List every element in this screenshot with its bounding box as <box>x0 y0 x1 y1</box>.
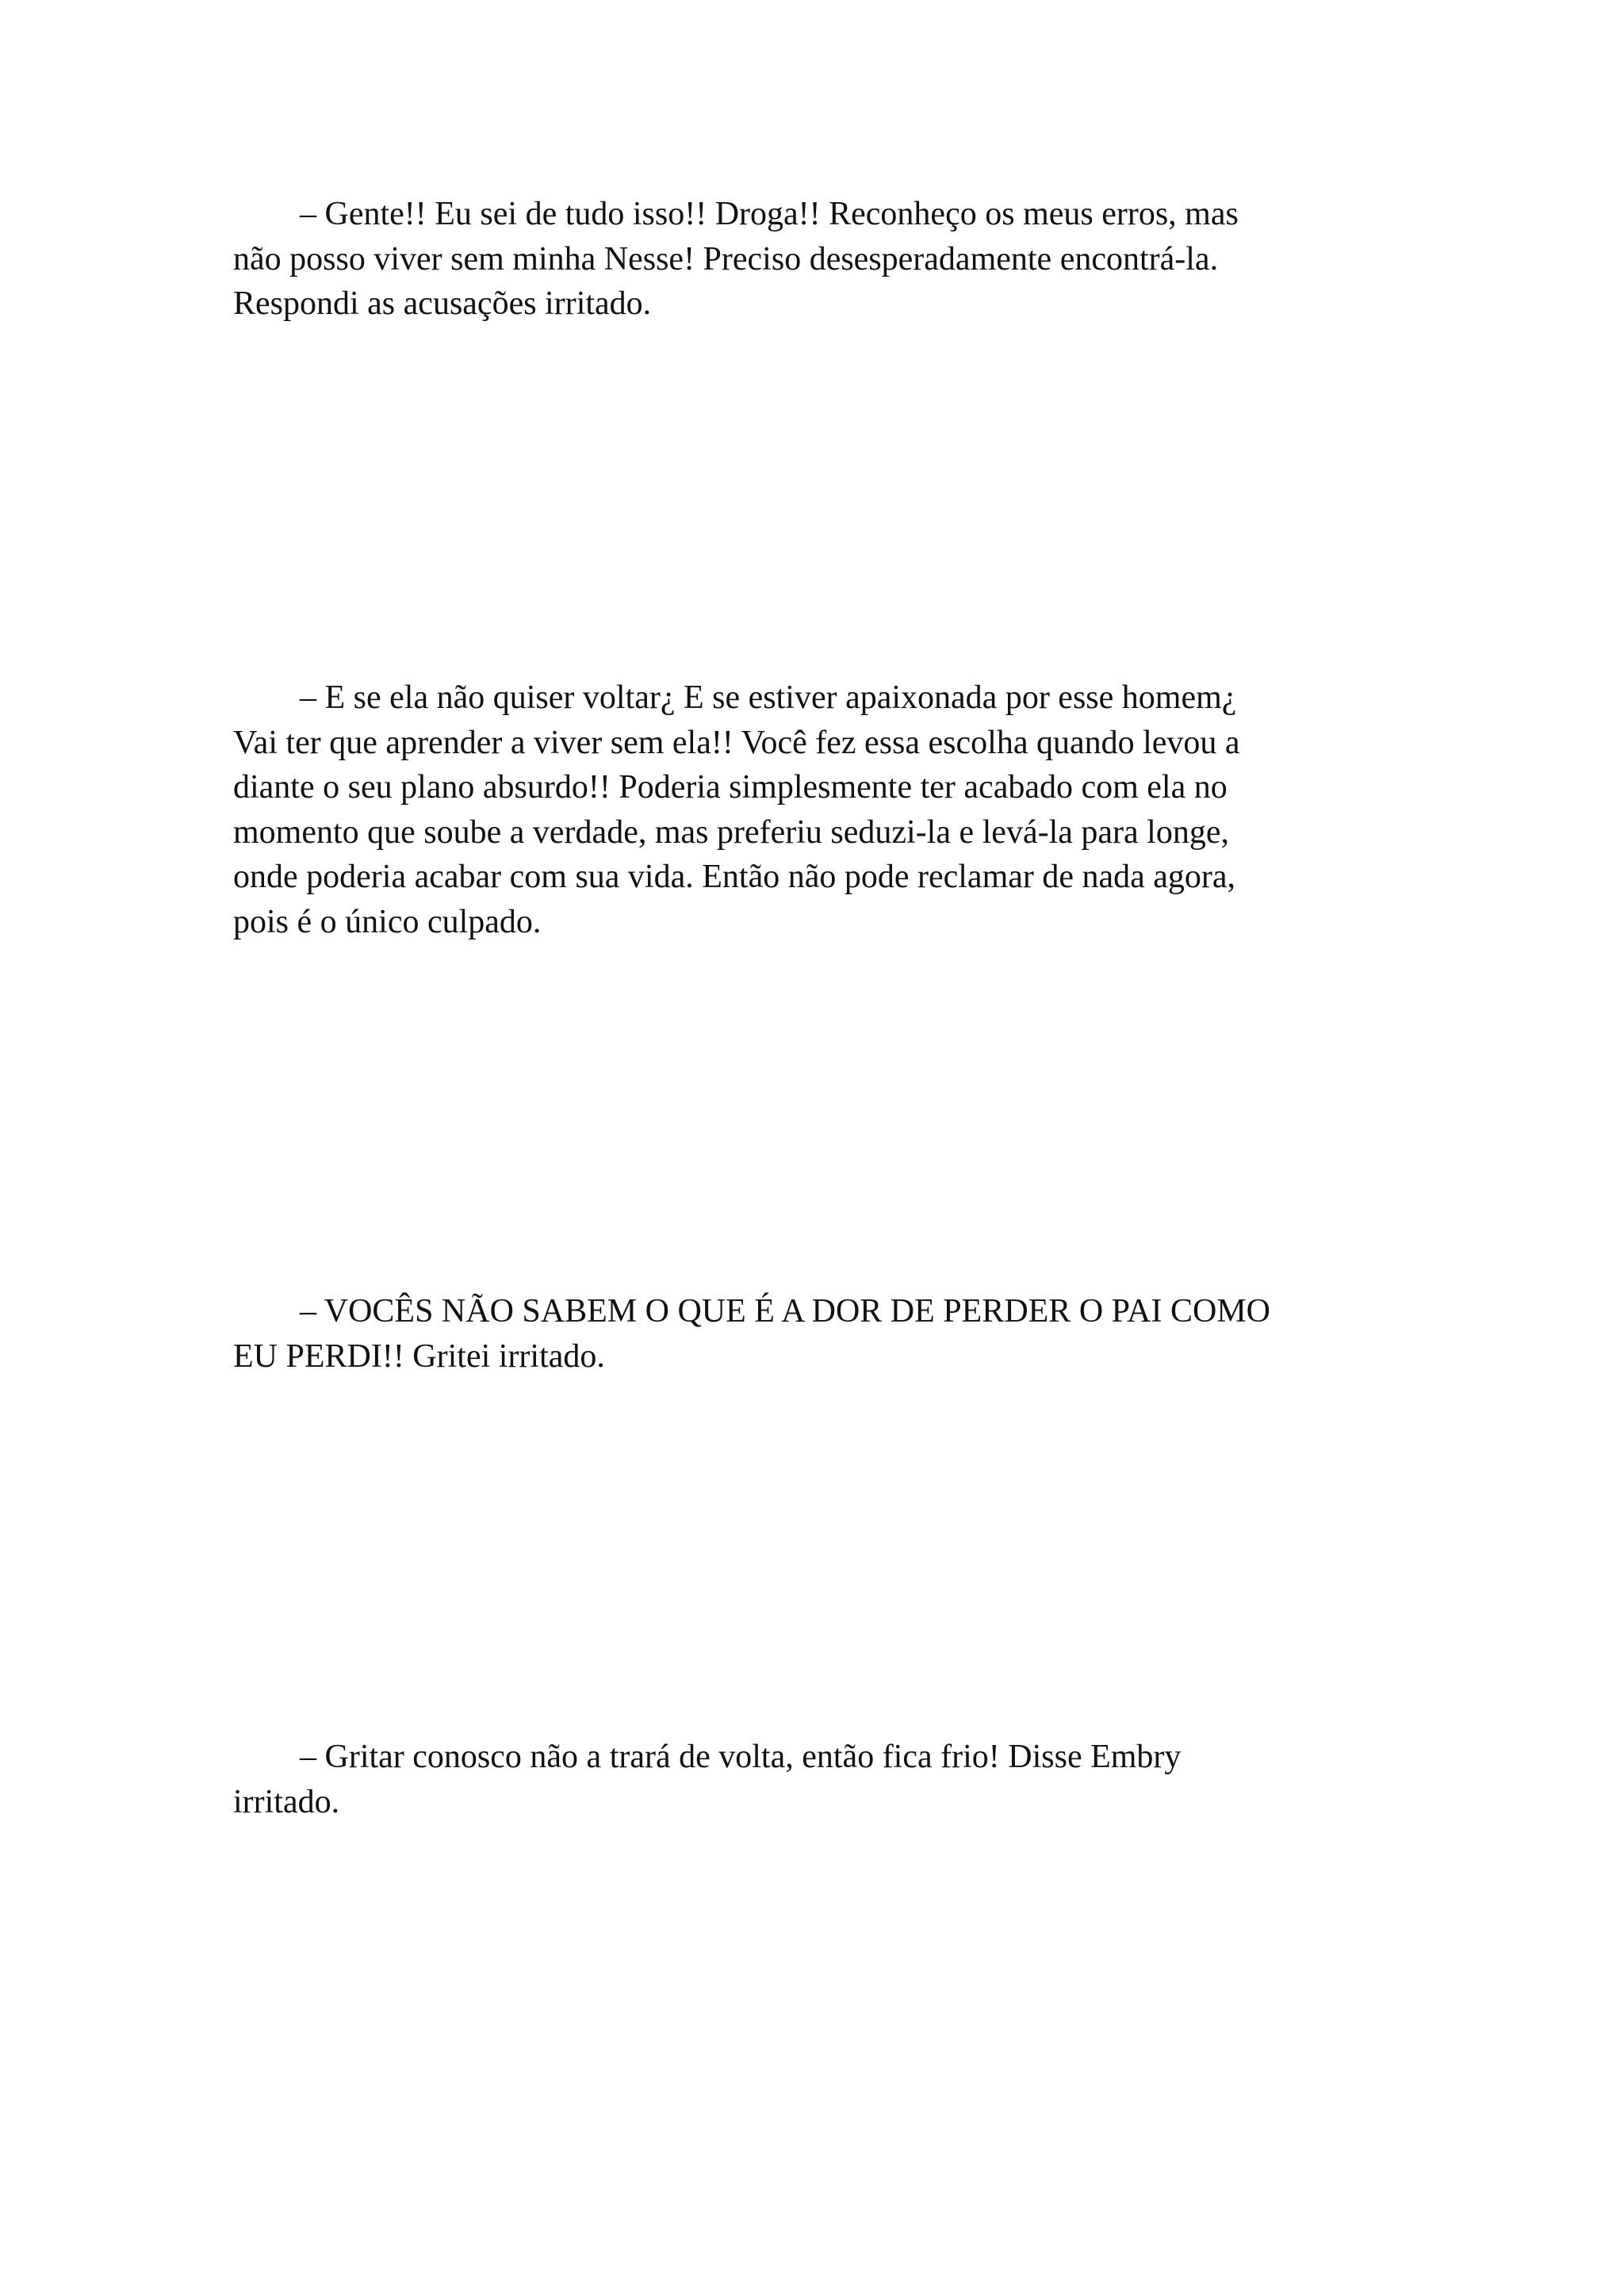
paragraph-line: irritado. <box>233 1783 340 1820</box>
paragraph-line: – Gritar conosco não a trará de volta, então fica frio! Disse Embry <box>300 1739 1182 1775</box>
paragraph-line: Vai ter que aprender a viver sem ela!! Você fez essa escolha quando levou a <box>233 724 1240 761</box>
paragraph-4 <box>233 1735 1407 1824</box>
paragraph-line: não posso viver sem minha Nesse! Preciso desesperadamente encontrá-la. <box>233 240 1219 277</box>
paragraph-line: diante o seu plano absurdo!! Poderia simplesmente ter acabado com ela no <box>233 769 1228 806</box>
paragraph-line: EU PERDI!! Gritei irritado. <box>233 1337 605 1375</box>
paragraph-line: – E se ela não quiser voltar¿ E se estiver apaixonada por esse homem¿ <box>300 679 1237 716</box>
paragraph-line: Respondi as acusações irritado. <box>233 285 652 322</box>
paragraph-line: – VOCÊS NÃO SABEM O QUE É A DOR DE PERDER O PAI COMO <box>300 1293 1270 1330</box>
paragraph-line: onde poderia acabar com sua vida. Então não pode reclamar de nada agora, <box>233 859 1236 895</box>
paragraph-1 <box>233 192 1407 327</box>
paragraph-2 <box>233 675 1407 944</box>
paragraph-line: pois é o único culpado. <box>233 903 542 940</box>
paragraph-line: momento que soube a verdade, mas preferiu seduzi-la e levá-la para longe, <box>233 813 1229 851</box>
paragraph-3 <box>233 1289 1407 1379</box>
paragraph-line: – Gente!! Eu sei de tudo isso!! Droga!! Reconheço os meus erros, mas <box>300 196 1239 232</box>
